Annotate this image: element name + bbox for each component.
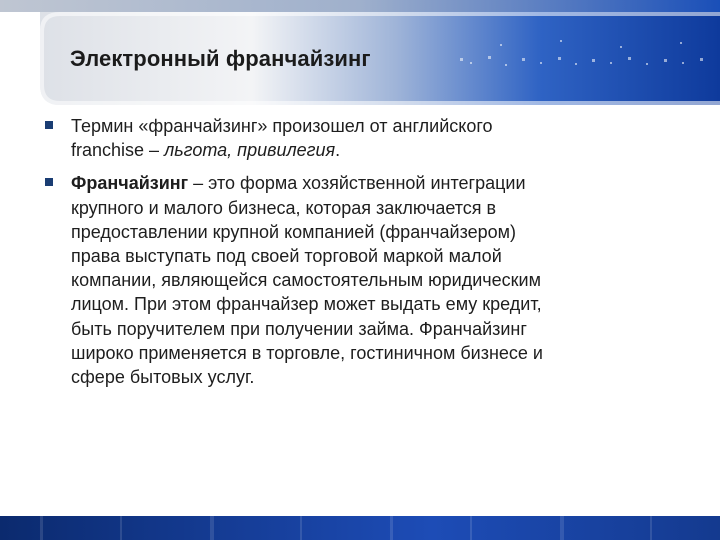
page-title: Электронный франчайзинг — [70, 46, 371, 71]
square-bullet-icon — [45, 178, 53, 186]
text-line — [71, 138, 674, 162]
bullet-item-origin — [44, 114, 674, 162]
text-line: права выступать под своей торговой маркой малой — [71, 246, 502, 267]
text-run: – это форма хозяйственной интеграции — [188, 173, 526, 194]
bullet-list — [44, 114, 674, 398]
text-line: предоставлении крупной компанией (франчайзером) — [71, 221, 517, 242]
text-line: лицом. При этом франчайзер может выдать ему кредит, — [71, 294, 542, 315]
text-line: крупного и малого бизнеса, которая заключается в — [71, 197, 497, 218]
square-bullet-icon — [45, 121, 53, 129]
footer-pattern — [0, 516, 720, 540]
text-run: Термин «франчайзинг» произошел от английского — [71, 116, 493, 136]
italic-term: льгота, привилегия — [164, 140, 336, 161]
text-line: широко применяется в торговле, гостиничном бизнесе и — [71, 342, 543, 363]
text-run: franchise – — [71, 140, 165, 161]
bold-term: Франчайзинг — [71, 173, 189, 194]
footer-bar — [0, 516, 720, 540]
text-line — [71, 114, 674, 138]
text-run: . — [335, 140, 341, 161]
text-line — [71, 171, 674, 195]
header-banner — [0, 0, 720, 110]
text-line: быть поручителем при получении займа. Франчайзинг — [71, 318, 527, 339]
text-line: компании, являющейся самостоятельным юридическим — [71, 270, 541, 291]
text-line: сфере бытовых услуг. — [71, 367, 255, 388]
bullet-item-definition — [44, 171, 674, 389]
